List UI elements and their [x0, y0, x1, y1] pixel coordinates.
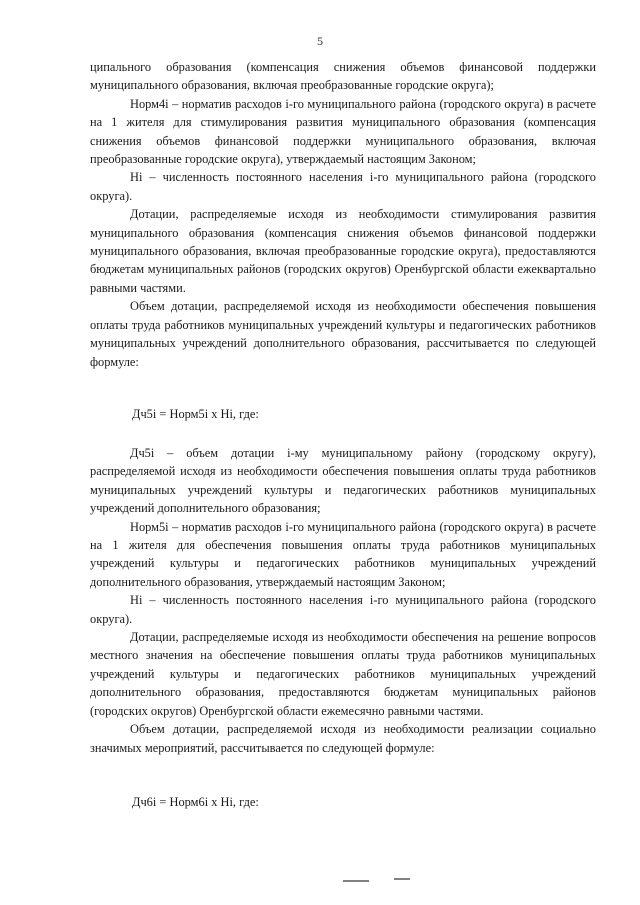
text-section-1 [90, 58, 596, 371]
paragraph-monthly-grants: Дотации, распределяемые исходя из необходимости обеспечения на решение вопросов местного значения на обеспечение повышения оплаты труда работников муниципальных учреждений культуры и педагогических работников муниципальных учреждений дополнительного образования, предоставляются бюджетам муниципальных районов (городских округов) Оренбургской области ежемесячно равными частями. [90, 630, 596, 718]
scan-mark-right [394, 878, 410, 880]
paragraph-norm5-definition: Норм5i – норматив расходов i-го муниципального района (городского округа) в расчете на 1 жителя для обеспечения повышения оплаты труда работников муниципальных учреждений культуры и педагогических работников муниципальных учреждений дополнительного образования, утверждаемый настоящим Законом; [90, 519, 596, 589]
scan-mark-left [343, 880, 369, 882]
paragraph-formula-intro-1: Объем дотации, распределяемой исходя из необходимости обеспечения повышения оплаты труда работников муниципальных учреждений культуры и педагогических работников муниципальных учреждений дополнительного образования, рассчитывается по следующей формуле: [90, 299, 596, 369]
paragraph-norm4-definition: Норм4i – норматив расходов i-го муниципального района (городского округа) в расчете на 1 жителя для стимулирования развития муниципального образования (компенсация снижения объемов финансовой поддержки муниципального образования, включая преобразованные городские округа), утверждаемый настоящим Законом; [90, 96, 596, 167]
paragraph-population-definition-2: Hi – численность постоянного населения i-го муниципального района (городского округа). [90, 593, 596, 626]
paragraph-quarterly-grants: Дотации, распределяемые исходя из необходимости стимулирования развития муниципального образования (компенсация снижения объемов финансовой поддержки муниципального образования, включая преобразованные городские округа), предоставляются бюджетам муниципальных районов (городских округов) Оренбургской области ежеквартально равными частями. [90, 207, 596, 295]
paragraph-formula-intro-2: Объем дотации, распределяемой исходя из необходимости реализации социально значимых мероприятий, рассчитывается по следующей формуле: [90, 722, 596, 755]
paragraph-population-definition: Hi – численность постоянного населения i-го муниципального района (городского округа). [90, 170, 596, 203]
text-section-2 [90, 444, 596, 757]
formula-dch5: Дч5i = Норм5i x Hi, где: [132, 407, 259, 421]
page-number: 5 [317, 34, 323, 48]
formula-dch6: Дч6i = Норм6i x Hi, где: [132, 795, 259, 809]
paragraph-continuation: ципального образования (компенсация снижения объемов финансовой поддержки муниципального образования, включая преобразованные городские округа); [90, 60, 596, 93]
paragraph-dch5-definition: Дч5i – объем дотации i-му муниципальному району (городскому округу), распределяемой исходя из необходимости обеспечения повышения оплаты труда работников муниципальных учреждений культуры и педагогических работников муниципальных учреждений дополнительного образования; [90, 446, 596, 516]
